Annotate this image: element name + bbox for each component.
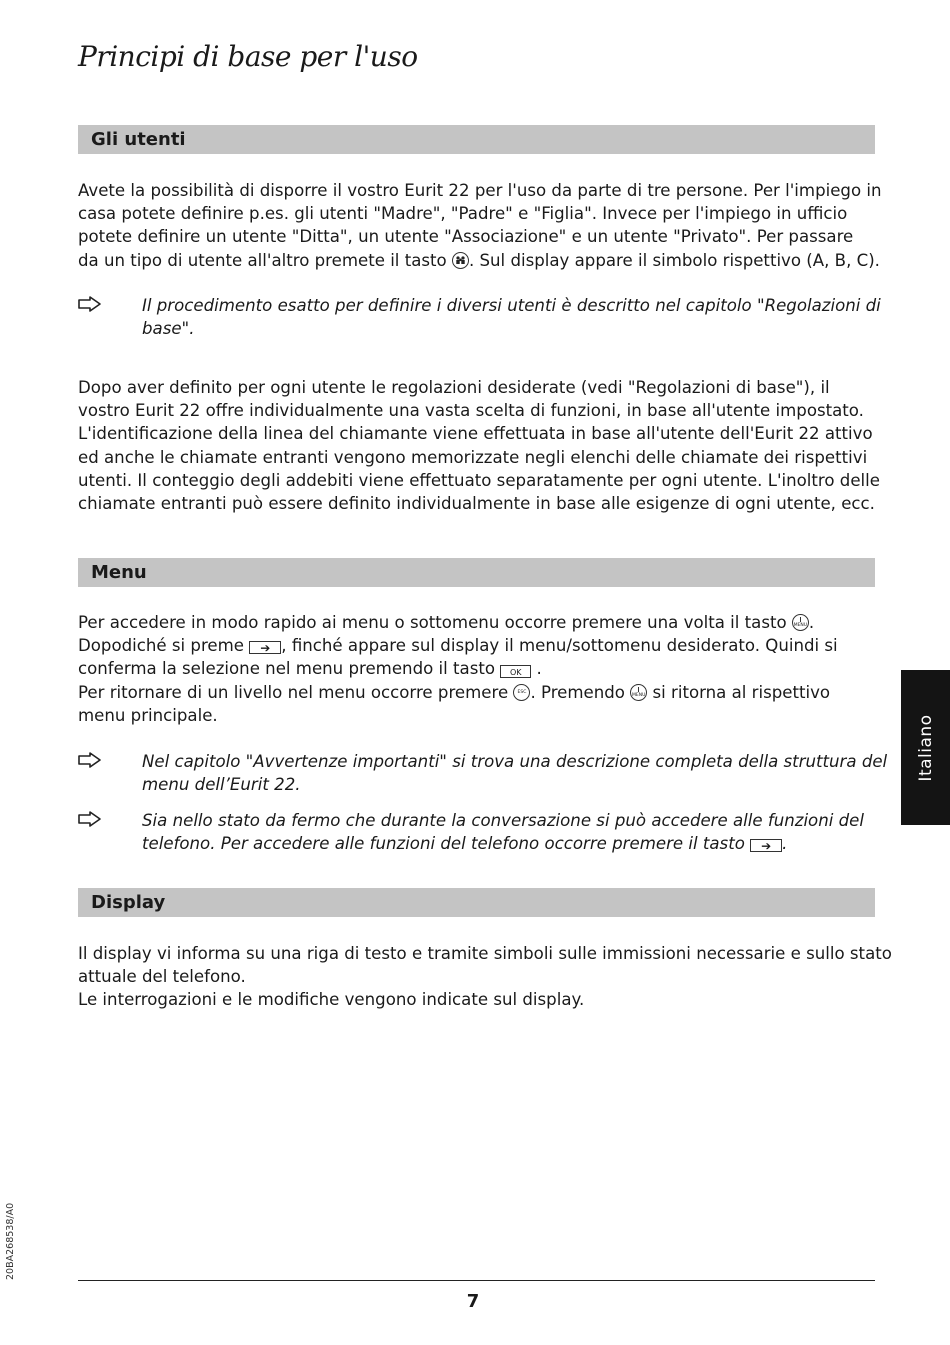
- hand-pointer-icon: [78, 810, 102, 828]
- ok-key-icon: OK: [500, 665, 531, 678]
- page-number: 7: [466, 1291, 480, 1312]
- text-segment: . Premendo: [530, 682, 631, 702]
- section-header-gli-utenti: [78, 125, 875, 154]
- hand-pointer-icon: [78, 751, 102, 769]
- note-line: Nel capitolo "Avvertenze importanti" si trova una descrizione completa della struttura del: [142, 752, 888, 771]
- document-code: 20BA268538/A0: [5, 1202, 16, 1280]
- text-segment: conferma la selezione nel menu premendo il tasto: [78, 659, 501, 679]
- text-segment: .: [531, 659, 542, 679]
- text-line: attuale del telefono.: [78, 967, 246, 987]
- key-label: ESC: [517, 689, 527, 695]
- text-line: vostro Eurit 22 offre individualmente una vasta scelta di funzioni, in base all'utente impostato.: [78, 401, 864, 421]
- arrow-key-icon: ➔: [249, 641, 281, 654]
- text-line: Dopo aver definito per ogni utente le regolazioni desiderate (vedi "Regolazioni di base"), il: [78, 378, 830, 397]
- section-header-menu: [78, 558, 875, 587]
- text-segment: .: [808, 613, 815, 632]
- menu-paragraph: [78, 611, 878, 727]
- note-line: [142, 832, 882, 855]
- utenti-paragraph-1: [78, 179, 882, 272]
- note-line: Il procedimento esatto per definire i diversi utenti è descritto nel capitolo "Regolazioni di: [142, 296, 881, 315]
- language-side-tab: [901, 670, 950, 825]
- utenti-paragraph-2: [78, 376, 878, 515]
- text-line: Le interrogazioni e le modifiche vengono indicate sul display.: [78, 990, 585, 1010]
- esc-key-icon: [513, 684, 530, 701]
- text-line: Avete la possibilità di disporre il vostro Eurit 22 per l'uso da parte di tre persone. Per l'impiego in: [78, 181, 882, 200]
- menu-note-1: [142, 750, 888, 796]
- text-segment: Per accedere in modo rapido ai menu o sottomenu occorre premere una volta il tasto: [78, 613, 792, 632]
- section-heading: Gli utenti: [91, 129, 186, 150]
- utenti-note: [142, 294, 882, 340]
- text-line: chiamate entranti può essere definito individualmente in base alle esigenze di ogni utente, ecc.: [78, 494, 875, 514]
- text-segment: , finché appare sul display il menu/sottomenu desiderato. Quindi si: [281, 636, 838, 656]
- language-label: Italiano: [915, 713, 936, 782]
- text-line: utenti. Il conteggio degli addebiti viene effettuato separatamente per ogni utente. L'inoltro delle: [78, 470, 880, 490]
- text-segment: telefono. Per accedere alle funzioni del telefono occorre premere il tasto: [142, 834, 751, 854]
- text-segment: Per ritornare di un livello nel menu occorre premere: [78, 682, 514, 702]
- text-line: L'identificazione della linea del chiamante viene effettuata in base all'utente dell'Eurit 22 attivo: [78, 424, 873, 444]
- text-line: [78, 249, 878, 272]
- text-segment: .: [782, 834, 788, 854]
- menu-key-icon: [630, 684, 647, 701]
- footer-rule: [78, 1280, 875, 1281]
- display-paragraph: [78, 942, 892, 1012]
- text-segment: Dopodiché si preme: [78, 636, 250, 656]
- page-title: Principi di base per l'uso: [78, 40, 418, 73]
- key-label: MENU: [793, 623, 808, 628]
- text-line: Il display vi informa su una riga di testo e tramite simboli sulle immissioni necessarie e sullo stato: [78, 944, 892, 963]
- key-label: MENU: [632, 692, 646, 698]
- text-line: ed anche le chiamate entranti vengono memorizzate negli elenchi delle chiamate dei rispettivi: [78, 447, 868, 467]
- menu-note-2: [142, 809, 882, 855]
- menu-key-icon: [792, 614, 809, 631]
- text-line: [78, 634, 878, 657]
- section-heading: Menu: [91, 562, 147, 583]
- section-heading: Display: [91, 892, 166, 913]
- section-header-display: [78, 888, 875, 917]
- text-line: [78, 611, 878, 634]
- text-line: menu principale.: [78, 705, 218, 725]
- text-line: [78, 681, 878, 704]
- note-line: menu dell’Eurit 22.: [142, 775, 301, 795]
- text-line: [78, 657, 878, 680]
- arrow-key-icon: ➔: [750, 839, 782, 852]
- text-line: casa potete definire p.es. gli utenti "Madre", "Padre" e "Figlia". Invece per l'impiego in ufficio: [78, 204, 848, 224]
- text-segment: da un tipo di utente all'altro premete il tasto: [78, 250, 452, 270]
- text-segment: si ritorna al rispettivo: [647, 682, 831, 702]
- hand-pointer-icon: [78, 295, 102, 313]
- users-key-icon: [452, 252, 469, 269]
- note-line: Sia nello stato da fermo che durante la conversazione si può accedere alle funzioni del: [142, 811, 864, 830]
- text-segment: . Sul display appare il simbolo rispettivo (A, B, C).: [468, 250, 880, 270]
- note-line: base".: [142, 319, 195, 339]
- text-line: potete definire un utente "Ditta", un utente "Associazione" e un utente "Privato". Per passare: [78, 227, 854, 247]
